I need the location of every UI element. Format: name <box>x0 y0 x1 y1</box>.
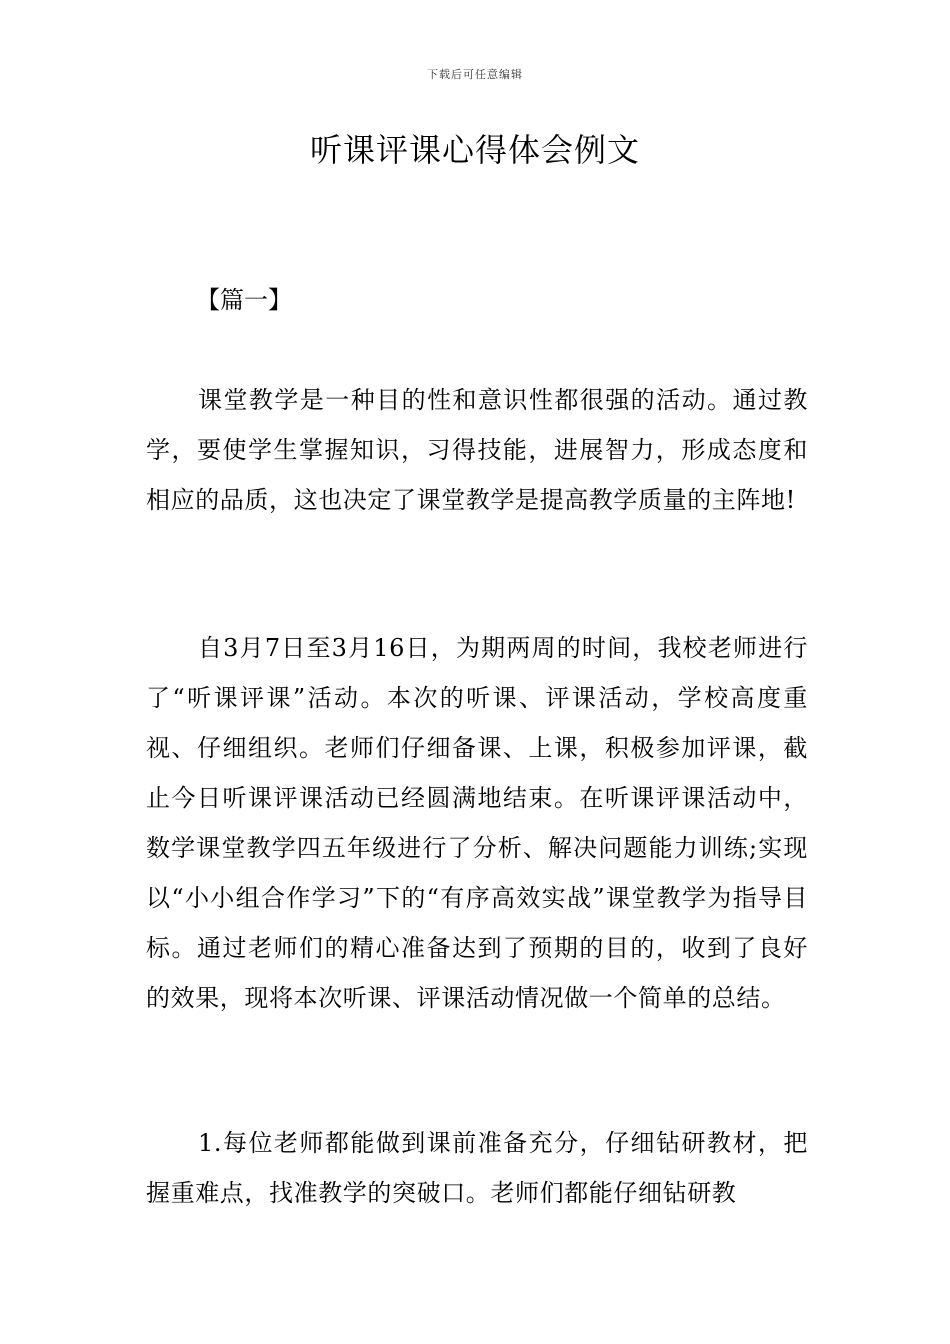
section-label: 【篇一】 <box>196 286 292 314</box>
paragraph-3: 1.每位老师都能做到课前准备充分，仔细钻研教材，把握重难点，找准教学的突破口。老师们都能仔细钻研教 <box>146 1129 808 1207</box>
paragraph-1: 课堂教学是一种目的性和意识性都很强的活动。通过教学，要使学生掌握知识，习得技能，进展智力，形成态度和相应的品质，这也决定了课堂教学是提高教学质量的主阵地! <box>146 386 808 514</box>
document-title: 听课评课心得体会例文 <box>309 131 640 169</box>
header-note: 下载后可任意编辑 <box>427 68 523 81</box>
paragraph-2: 自3月7日至3月16日，为期两周的时间，我校老师进行了“听课评课”活动。本次的听课、评课活动，学校高度重视、仔细组织。老师们仔细备课、上课，积极参加评课，截止今日听课评课活动已经圆满地结束。在听课评课活动中，数学课堂教学四五年级进行了分析、解决问题能力训练;实现以“小小组合作学习”下的“有序高效实战”课堂教学为指导目标。通过老师们的精心准备达到了预期的目的，收到了良好的效果，现将本次听课、评课活动情况做一个简单的总结。 <box>146 634 808 1012</box>
